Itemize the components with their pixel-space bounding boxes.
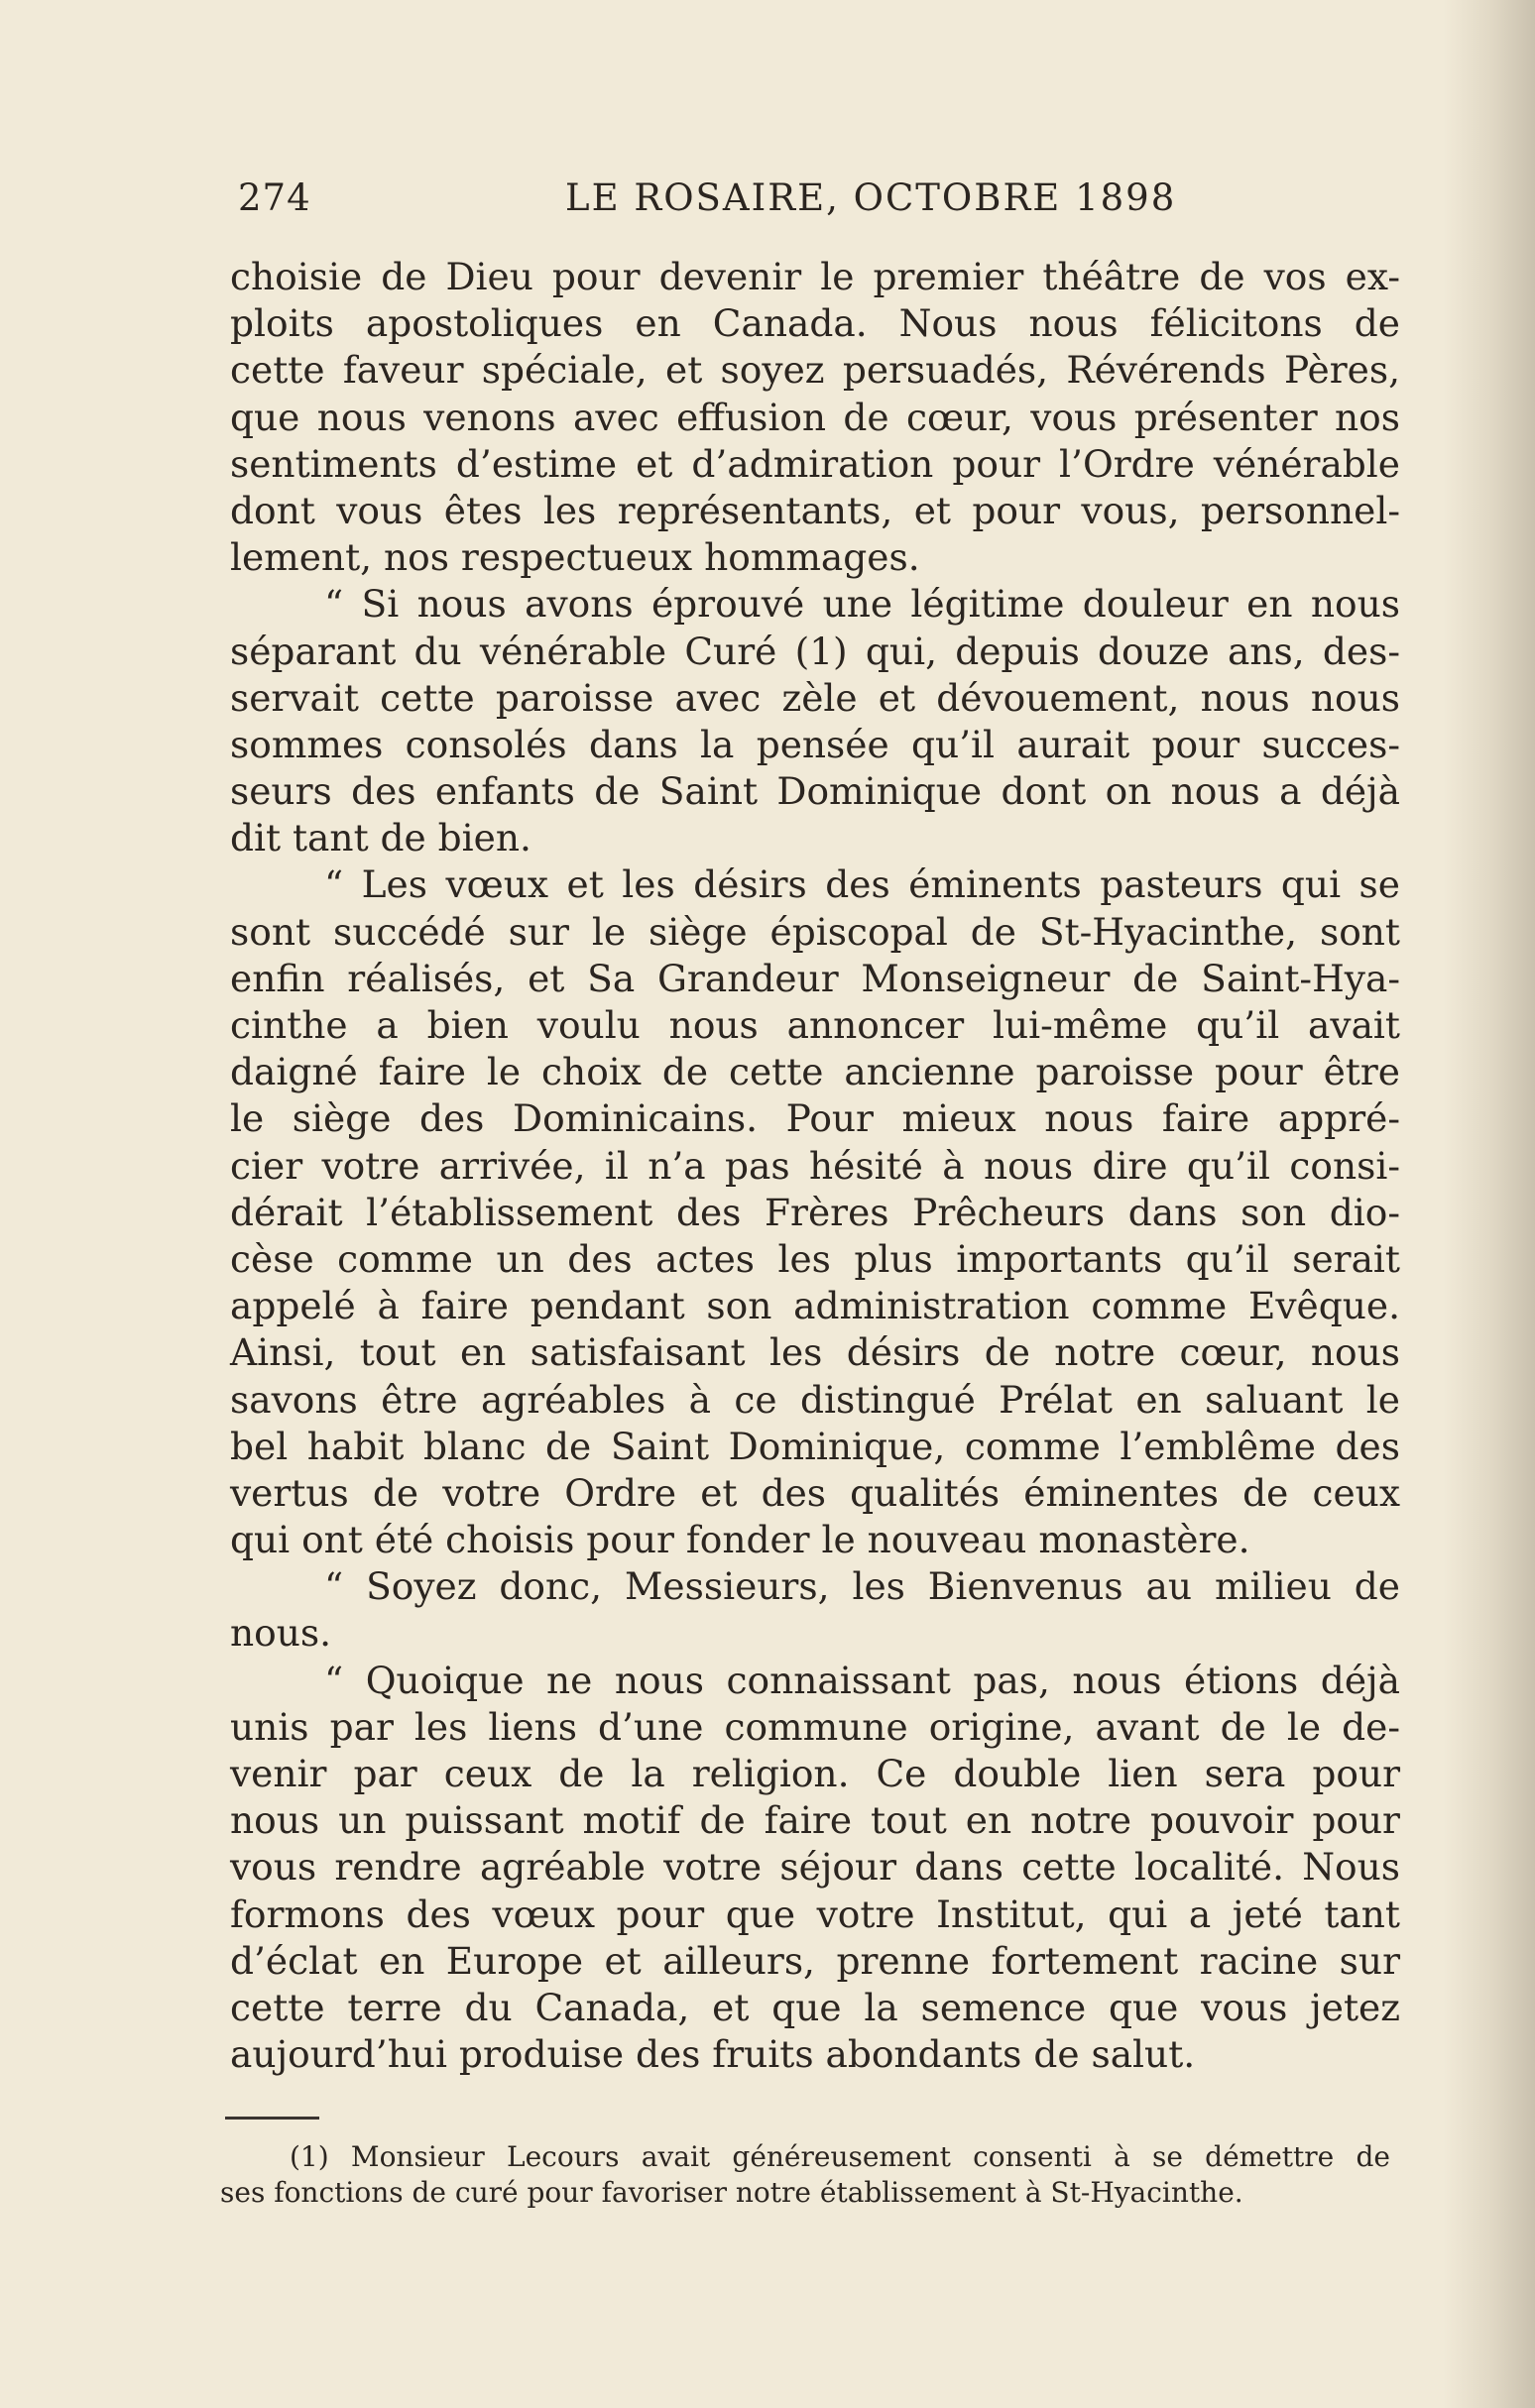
text-line: “ Si nous avons éprouvé une légitime douleur en nous xyxy=(324,582,1400,627)
text-line: sont succédé sur le siège épiscopal de St-Hyacinthe, sont xyxy=(230,909,1400,954)
text-line: seurs des enfants de Saint Dominique dont on nous a déjà xyxy=(230,769,1400,814)
text-line: dit tant de bien. xyxy=(230,816,531,860)
text-line: nous. xyxy=(230,1611,332,1656)
text-line: dont vous êtes les représentants, et pour vous, personnel- xyxy=(230,488,1400,532)
text-line: aujourd’hui produise des fruits abondants de salut. xyxy=(230,2032,1196,2077)
text-line: venir par ceux de la religion. Ce double lien sera pour xyxy=(230,1752,1400,1795)
text-line: savons être agréables à ce distingué Prélat en saluant le xyxy=(230,1377,1400,1422)
text-line: appelé à faire pendant son administration comme Evêque. xyxy=(230,1284,1400,1328)
text-line: “ Quoique ne nous connaissant pas, nous étions déjà xyxy=(324,1658,1400,1702)
text-line: bel habit blanc de Saint Dominique, comme l’emblême des xyxy=(230,1424,1400,1468)
page-number: 274 xyxy=(238,176,311,219)
text-line: sommes consolés dans la pensée qu’il aurait pour succes- xyxy=(230,722,1400,766)
text-line: unis par les liens d’une commune origine, avant de le de- xyxy=(230,1704,1400,1749)
text-line: cette faveur spéciale, et soyez persuadés, Révérends Pères, xyxy=(230,348,1400,393)
text-line: cier votre arrivée, il n’a pas hésité à nous dire qu’il consi- xyxy=(230,1143,1400,1188)
text-line: vertus de votre Ordre et des qualités éminentes de ceux xyxy=(230,1470,1400,1515)
text-line: dérait l’établissement des Frères Prêcheurs dans son dio- xyxy=(230,1190,1400,1234)
footnote-rule xyxy=(225,2117,319,2120)
body-text xyxy=(230,254,1400,2078)
text-line: cette terre du Canada, et que la semence que vous jetez xyxy=(230,1985,1400,2029)
text-line: que nous venons avec effusion de cœur, vous présenter nos xyxy=(230,395,1400,439)
text-line: d’éclat en Europe et ailleurs, prenne fortement racine sur xyxy=(230,1938,1400,1983)
footnote xyxy=(220,2139,1390,2211)
text-line: formons des vœux pour que votre Institut, qui a jeté tant xyxy=(230,1892,1400,1936)
text-line: “ Les vœux et les désirs des éminents pasteurs qui se xyxy=(324,862,1400,907)
text-line: lement, nos respectueux hommages. xyxy=(230,535,920,580)
page-header xyxy=(238,176,1299,226)
footnote-line: (1) Monsieur Lecours avait généreusement consenti à se démettre de xyxy=(290,2140,1390,2173)
text-line: “ Soyez donc, Messieurs, les Bienvenus au milieu de xyxy=(324,1564,1400,1609)
text-line: daigné faire le choix de cette ancienne paroisse pour être xyxy=(230,1050,1400,1094)
text-line: servait cette paroisse avec zèle et dévouement, nous nous xyxy=(230,675,1400,720)
text-line: qui ont été choisis pour fonder le nouveau monastère. xyxy=(230,1518,1250,1562)
text-line: nous un puissant motif de faire tout en notre pouvoir pour xyxy=(230,1798,1400,1843)
text-line: cèse comme un des actes les plus importants qu’il serait xyxy=(230,1236,1400,1281)
footnote-line: ses fonctions de curé pour favoriser notre établissement à St-Hyacinthe. xyxy=(220,2176,1243,2209)
text-line: le siège des Dominicains. Pour mieux nous faire appré- xyxy=(230,1096,1400,1141)
running-title: LE ROSAIRE, OCTOBRE 1898 xyxy=(565,176,1177,219)
text-line: sentiments d’estime et d’admiration pour l’Ordre vénérable xyxy=(230,441,1400,486)
text-line: cinthe a bien voulu nous annoncer lui-même qu’il avait xyxy=(230,1003,1400,1047)
text-line: vous rendre agréable votre séjour dans cette localité. Nous xyxy=(230,1845,1400,1890)
text-line: ploits apostoliques en Canada. Nous nous félicitons de xyxy=(230,301,1400,346)
text-line: Ainsi, tout en satisfaisant les désirs de notre cœur, nous xyxy=(230,1330,1400,1375)
text-line: séparant du vénérable Curé (1) qui, depuis douze ans, des- xyxy=(230,629,1400,673)
text-line: enfin réalisés, et Sa Grandeur Monseigneur de Saint-Hya- xyxy=(230,956,1400,1000)
text-line: choisie de Dieu pour devenir le premier théâtre de vos ex- xyxy=(230,255,1400,298)
